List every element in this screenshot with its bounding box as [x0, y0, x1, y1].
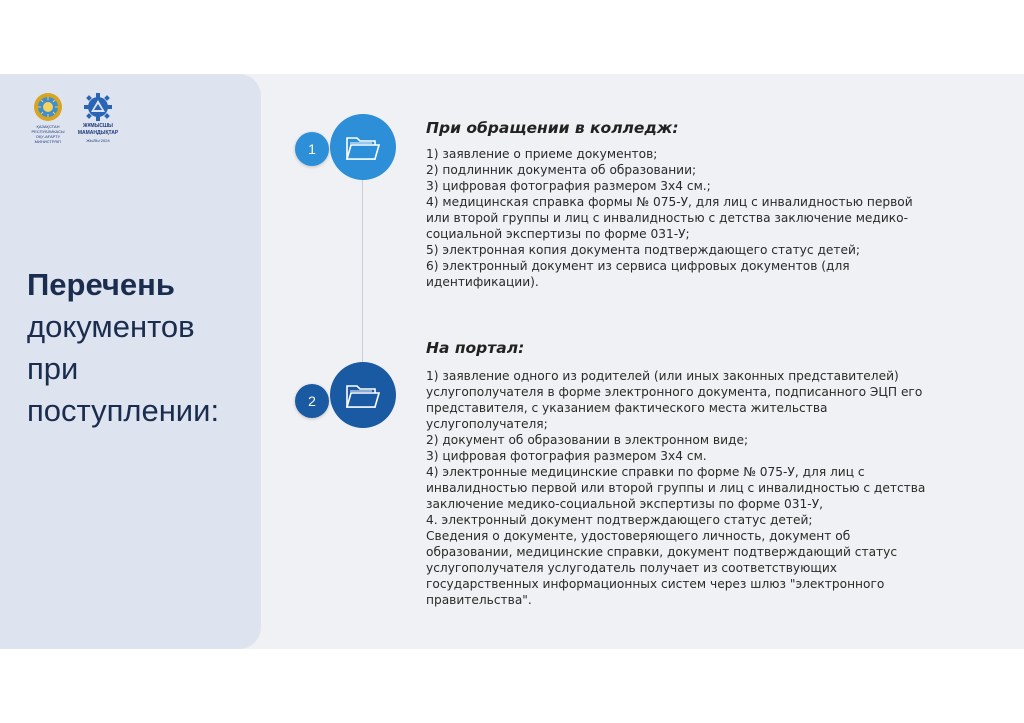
list-item: 2) документ об образовании в электронном виде; — [426, 433, 749, 447]
list-item: правительства". — [426, 593, 532, 607]
logos — [28, 92, 118, 144]
gear-caption-line2: МАМАНДЫҚТАР — [77, 130, 119, 136]
title-line: поступлении: — [27, 393, 220, 428]
list-item: заключение медико-социальной экспертизы по форме 031-У, — [426, 497, 823, 511]
list-item: 4. электронный документ подтверждающего статус детей; — [426, 513, 813, 527]
left-panel — [0, 74, 261, 649]
list-item: 2) подлинник документа об образовании; — [426, 163, 697, 177]
step-1-heading: При обращении в колледж: — [426, 119, 679, 137]
page-title — [27, 264, 219, 432]
list-item: 1) заявление одного из родителей (или иных законных представителей) — [426, 369, 899, 383]
slide — [0, 74, 1024, 649]
list-item: 4) медицинская справка формы № 075-У, для лиц с инвалидностью первой — [426, 195, 913, 209]
list-item: 4) электронные медицинские справки по форме № 075-У, для лиц с — [426, 465, 865, 479]
emblem-caption: ҚАЗАҚСТАН РЕСПУБЛИКАСЫ ОҚУ-АҒАРТУ МИНИСТРЛІГІ — [31, 124, 65, 144]
gear-logo — [78, 92, 118, 143]
list-item: 3) цифровая фотография размером 3х4 см.; — [426, 179, 711, 193]
folder-icon — [345, 380, 381, 410]
title-line: при — [27, 351, 79, 386]
list-item: 5) электронная копия документа подтверждающего статус детей; — [426, 243, 861, 257]
list-item: 1) заявление о приеме документов; — [426, 147, 658, 161]
list-item: или второй группы и лиц с инвалидностью с детства заключение медико- — [426, 211, 908, 225]
list-item: услугополучателя; — [426, 417, 548, 431]
step-1-circle — [330, 114, 396, 180]
list-item: представителя, с указанием фактического места жительства — [426, 401, 828, 415]
step-2-heading: На портал: — [426, 339, 525, 357]
emblem-logo — [28, 92, 68, 144]
step-2-circle — [330, 362, 396, 428]
list-item: государственных информационных систем через шлюз "электронного — [426, 577, 885, 591]
list-item: 3) цифровая фотография размером 3х4 см. — [426, 449, 707, 463]
list-item: услугополучателя услугодатель получает из соответствующих — [426, 561, 837, 575]
title-bold: Перечень — [27, 267, 175, 302]
list-item: социальной экспертизы по форме 031-У; — [426, 227, 690, 241]
list-item: Сведения о документе, удостоверяющего личность, документ об — [426, 529, 851, 543]
step-2-list — [426, 368, 1001, 608]
list-item: образовании, медицинские справки, документ подтверждающий статус — [426, 545, 898, 559]
list-item: инвалидностью первой или второй группы и лиц с инвалидностью с детства — [426, 481, 926, 495]
step-1-number: 1 — [295, 132, 329, 166]
title-line: документов — [27, 309, 195, 344]
gear-icon — [83, 92, 113, 122]
list-item: 6) электронный документ из сервиса цифровых документов (для — [426, 259, 850, 273]
kazakhstan-emblem-icon — [33, 92, 63, 122]
gear-caption-line1: ЖҰМЫСШЫ — [83, 123, 113, 129]
list-item: идентификации). — [426, 275, 539, 289]
gear-caption-line3: ЖЫЛЫ 2024 — [86, 138, 110, 143]
list-item: услугополучателя в форме электронного документа, подписанного ЭЦП его — [426, 385, 923, 399]
step-1-list — [426, 146, 1001, 290]
step-2-number: 2 — [295, 384, 329, 418]
folder-icon — [345, 132, 381, 162]
